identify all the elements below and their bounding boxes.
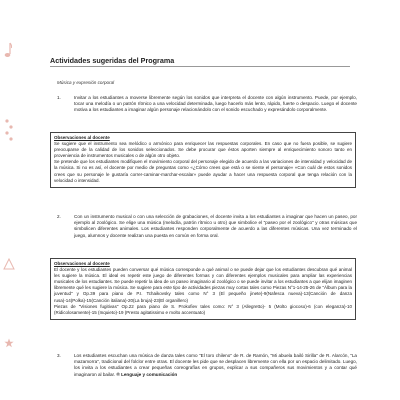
title-divider [50, 66, 350, 67]
item-number: 2. [57, 214, 61, 219]
triangle-icon [3, 258, 15, 270]
dots-icon [4, 118, 14, 144]
page-title: Actividades sugeridas del Programa [50, 56, 175, 65]
observations-paragraph: Se sugiere que el instrumento sea melódico o armónico para enriquecer las respuestas corporales. En caso que no fuera posible, se sugiere preocuparse de la calidad de los sonidos seleccionados. Se debe procurar que éstos aporten siempre al enriquecimiento sonoro tanto en proveniencia de instrumentos musicales o de algún otro objeto. [54, 141, 352, 159]
observations-heading: Observaciones al docente [54, 135, 110, 140]
music-note-icon [4, 42, 12, 60]
observations-paragraph: Piezas de "Visiones fugitivas" Op.22 para piano de S. Prokofiev tales como: N° 3 (Allegretto)- 5 (Molto giocoso)-6 (con eleganza)-10 (Ridicolosamente)-15 (Inquieto)-19 (Presto agitatissimo e molto accentuato) [54, 303, 352, 315]
list-item [57, 95, 357, 114]
subject-link-note: ® Lenguaje y comunicación [116, 371, 178, 377]
item-text-body: Los estudiantes escuchan una música de danza tales como "El toro chileno" de R. de Ramón, "Mi abuela bailó Sirilla" de R. Alarcón, "La mazamorra", tradicional del folclor entre otras. El docente les pide que se desplacen libremente con ella por un espacio delimitado. Luego, los invita a los estudiantes a crear pequeñas coreografías en grupos, explicar a sus compañeros sus movimientos y a contar qué imaginaron al bailar. [74, 353, 357, 377]
item-number: 3. [57, 353, 61, 358]
observations-paragraph: El docente y los estudiantes pueden conversar qué música corresponde a qué animal o se puede dejar que los estudiantes descubran qué animal les sugiere la música. El ideal es repetir este juego de diferentes formas y con diferentes ejemplos musicales para ampliar las experiencias musicales de los estudiantes. Se puede repetir la idea de un paseo imaginario al zoológico o se puede invitar a los estudiantes a que elijan imaginen libremente qué les sugiere la música. Se sugiere para este tipo de actividades piezas muy cortas tales como Piezas N°1-14-25-26 de "Álbum para la juventud" y Op.39 para piano de P.I. Tchaikovsky tales como N° 3 (El pequeño jinete)-9(Nafesca nueva)-13(Canción de danza rusa)-14(Polka)-15(Canción italiana)-20(La bruja)-23(El organillero) [54, 267, 352, 303]
teacher-observations-box [50, 258, 356, 320]
list-item [57, 214, 357, 239]
observations-paragraph: Se pretende que los estudiantes modifiquen el movimiento corporal del personaje elegido de acuerdo a las variaciones de intensidad y velocidad de la música. Si no es así, el docente por medio de preguntas como «¿Cómo crees que está o se siente el personaje» «Con cuál de estos sonidos crees que su personaje le gustaría correr-caminar-marchar-escalar» puede ayudar a hacer una respuesta corporal que tenga relación con la velocidad o intensidad. [54, 159, 352, 183]
section-subtitle: Música y expresión corporal [57, 80, 115, 85]
item-number: 1. [57, 95, 61, 100]
item-text: Con un instrumento musical o con una selección de grabaciones, el docente invita a los estudiantes a imaginar que hacen un paseo, por ejemplo al zoológico. Se elige una música (melodía, patrón rítmico u otro) que simbolice el "paseo por el zoológico" y otras músicas que simbolicen diferentes animales. Los estudiantes responden corporalmente de acuerdo a las diferentes músicas. Una vez terminado el juego, alumnos y docente realizan una puesta en común en forma oral. [74, 214, 357, 238]
decorative-sidebar [0, 0, 18, 400]
star-icon [4, 338, 14, 348]
teacher-observations-box [50, 132, 356, 188]
observations-heading: Observaciones al docente [54, 261, 110, 266]
item-text [74, 353, 357, 378]
item-text: Invitar a los estudiantes a moverse libremente según los sonidos que interpreta el docente con algún instrumento. Puede, por ejemplo, tocar una melodía o un patrón rítmico a una velocidad determinada, luego hacerlo más lento, rápido, fuerte o despacio. Luego el docente motiva a los estudiantes a imaginar algún personaje relacionándolo con el sonido escuchado y expresándolo corporalmente. [74, 95, 357, 113]
list-item [57, 353, 357, 378]
